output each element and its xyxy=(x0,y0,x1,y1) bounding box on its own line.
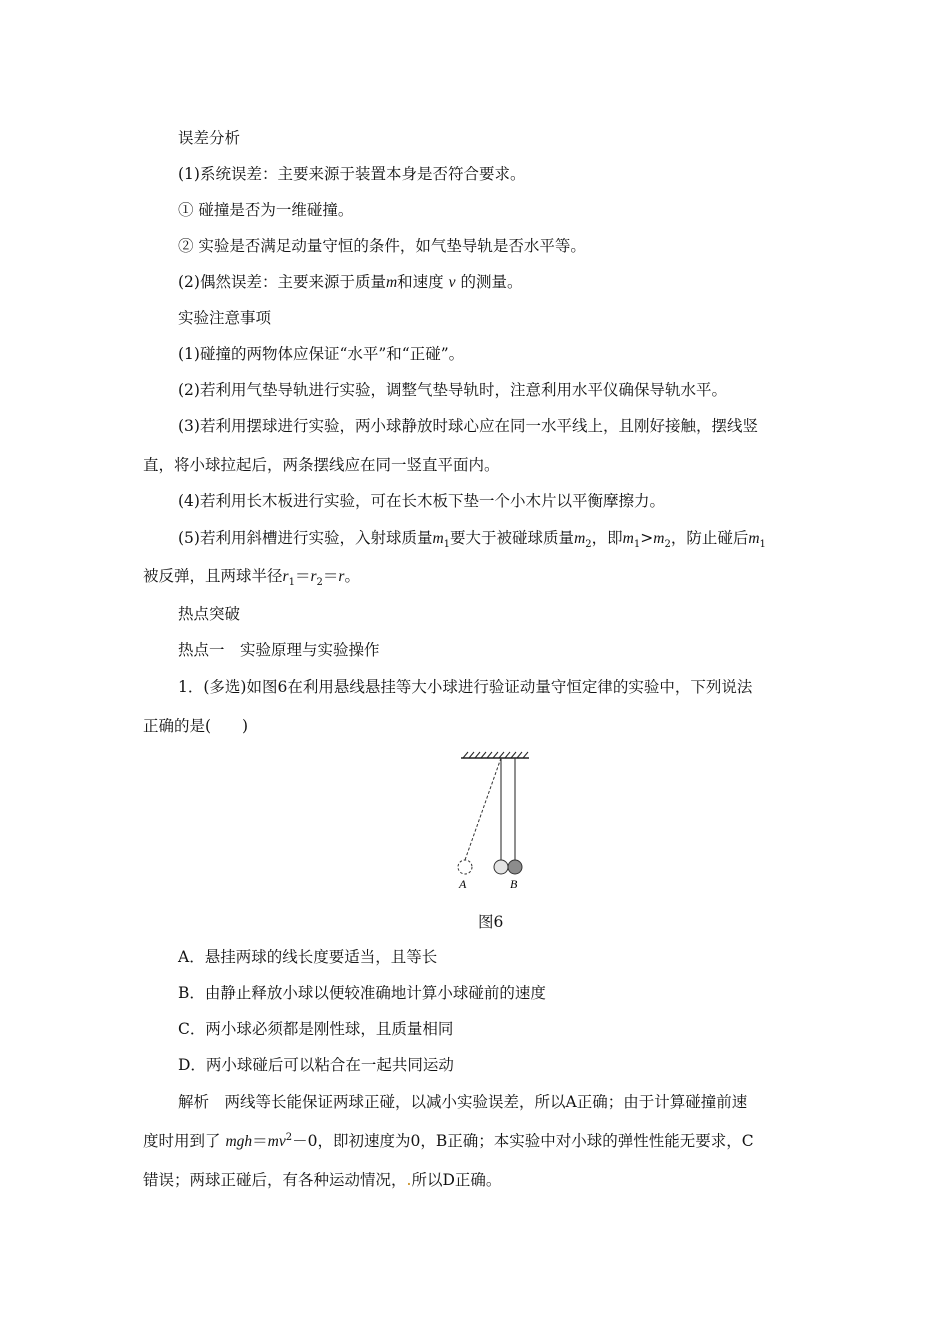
note-4: (4)若利用长木板进行实验，可在长木板下垫一个小木片以平衡摩擦力。 xyxy=(178,492,665,510)
note-3-line-2: 直，将小球拉起后，两条摆线应在同一竖直平面内。 xyxy=(143,456,500,474)
solution-line-2: 度时用到了 $mgh=mv^2-0$，即初速度为0，B正确；本实验中对小球的弹性性能无要求，C xyxy=(143,1131,754,1150)
question-stem-line-1: 1．(多选)如图6在利用悬线悬挂等大小球进行验证动量守恒定律的实验中，下列说法 xyxy=(178,678,753,696)
option-b: B．由静止释放小球以便较准确地计算小球碰前的速度 xyxy=(178,984,546,1002)
figure-caption: 图6 xyxy=(478,913,504,931)
swung-string xyxy=(465,758,501,860)
question-stem-line-2: 正确的是( ) xyxy=(143,717,249,735)
option-c: C．两小球必须都是刚性球，且质量相同 xyxy=(178,1020,454,1038)
var-m: m xyxy=(385,274,398,291)
var-v: v xyxy=(448,274,456,291)
ball-a-raised xyxy=(458,860,472,874)
list-item-one-dimensional: ① 碰撞是否为一维碰撞。 xyxy=(178,201,354,219)
note-3-line-1: (3)若利用摆球进行实验，两小球静放时球心应在同一水平线上，且刚好接触，摆线竖 xyxy=(178,417,758,435)
list-item-momentum-condition: ② 实验是否满足动量守恒的条件，如气垫导轨是否水平等。 xyxy=(178,237,586,255)
hot-point-1-title: 热点一 实验原理与实验操作 xyxy=(178,641,380,659)
section-heading-error-analysis: 误差分析 xyxy=(178,129,241,147)
ball-a xyxy=(494,860,508,874)
section-heading-notes: 实验注意事项 xyxy=(178,309,272,327)
solution-line-1: 解析 两线等长能保证两球正碰，以减小实验误差，所以A正确；由于计算碰撞前速 xyxy=(178,1093,748,1111)
option-d: D．两小球碰后可以粘合在一起共同运动 xyxy=(178,1056,454,1074)
paragraph-systematic-error: (1)系统误差：主要来源于装置本身是否符合要求。 xyxy=(178,165,526,183)
label-a: A xyxy=(459,877,467,891)
option-a: A．悬挂两球的线长度要适当，且等长 xyxy=(178,948,438,966)
solution-line-3: 错误；两球正碰后，有各种运动情况，.所以D正确。 xyxy=(143,1171,502,1189)
note-5-line-1: (5)若利用斜槽进行实验，入射球质量$m_1$要大于被碰球质量$m_2$，即$m_1>m_2$，防止碰后$m_1$ xyxy=(178,529,766,551)
section-heading-hot-topics: 热点突破 xyxy=(178,605,241,623)
note-5-line-2: 被反弹，且两球半径$r_1=r_2=r$。 xyxy=(143,567,360,589)
note-1: (1)碰撞的两物体应保证“水平”和“正碰”。 xyxy=(178,345,465,363)
note-2: (2)若利用气垫导轨进行实验，调整气垫导轨时，注意利用水平仪确保导轨水平。 xyxy=(178,381,727,399)
paragraph-random-error: (2)偶然误差：主要来源于质量m和速度 v 的测量。 xyxy=(178,273,523,291)
label-b: B xyxy=(510,877,518,891)
ceiling-hatch xyxy=(461,752,529,758)
ball-b xyxy=(508,860,522,874)
pendulum-figure xyxy=(455,748,535,896)
